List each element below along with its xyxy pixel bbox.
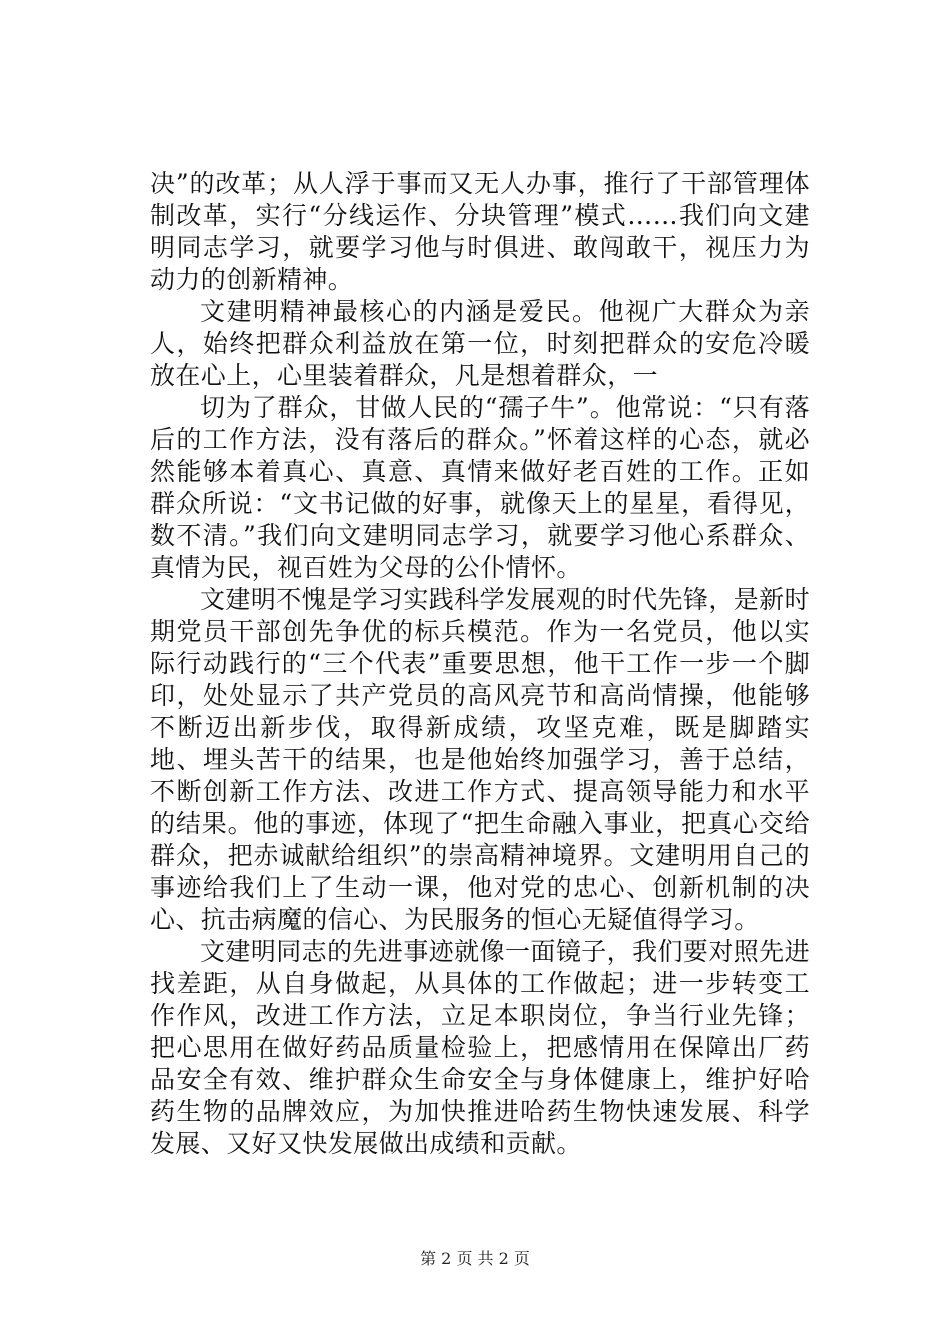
document-body [150,168,810,1160]
paragraph-5: 文建明同志的先进事迹就像一面镜子，我们要对照先进找差距，从自身做起，从具体的工作做起；进一步转变工作作风，改进工作方法，立足本职岗位，争当行业先锋；把心思用在做好药品质量检验上，把感情用在保障出厂药品安全有效、维护群众生命安全与身体健康上，维护好哈药生物的品牌效应，为加快推进哈药生物快速发展、科学发展、又好又快发展做出成绩和贡献。 [150,937,810,1158]
paragraph-3: 切为了群众，甘做人民的“孺子牛”。他常说：“只有落后的工作方法，没有落后的群众。”怀着这样的心态，就必然能够本着真心、真意、真情来做好老百姓的工作。正如群众所说：“文书记做的好事，就像天上的星星，看得见，数不清。”我们向文建明同志学习，就要学习他心系群众、真情为民，视百姓为父母的公仆情怀。 [150,393,810,582]
paragraph-2: 文建明精神最核心的内涵是爱民。他视广大群众为亲人，始终把群众利益放在第一位，时刻把群众的安危冷暖放在心上，心里装着群众，凡是想着群众，一 [150,297,810,390]
paragraph-1: 决”的改革；从人浮于事而又无人办事，推行了干部管理体制改革，实行“分线运作、分块管理”模式……我们向文建明同志学习，就要学习他与时俱进、敢闯敢干，视压力为动力的创新精神。 [150,169,810,294]
page-footer: 第 2 页 共 2 页 [420,1249,530,1268]
paragraph-4: 文建明不愧是学习实践科学发展观的时代先锋，是新时期党员干部创先争优的标兵模范。作为一名党员，他以实际行动践行的“三个代表”重要思想，他干工作一步一个脚印，处处显示了共产党员的高风亮节和高尚情操，他能够不断迈出新步伐，取得新成绩，攻坚克难，既是脚踏实地、埋头苦干的结果，也是他始终加强学习，善于总结，不断创新工作方法、改进工作方式、提高领导能力和水平的结果。他的事迹，体现了“把生命融入事业，把真心交给群众，把赤诚献给组织”的崇高精神境界。文建明用自己的事迹给我们上了生动一课，他对党的忠心、创新机制的决心、抗击病魔的信心、为民服务的恒心无疑值得学习。 [150,585,810,934]
